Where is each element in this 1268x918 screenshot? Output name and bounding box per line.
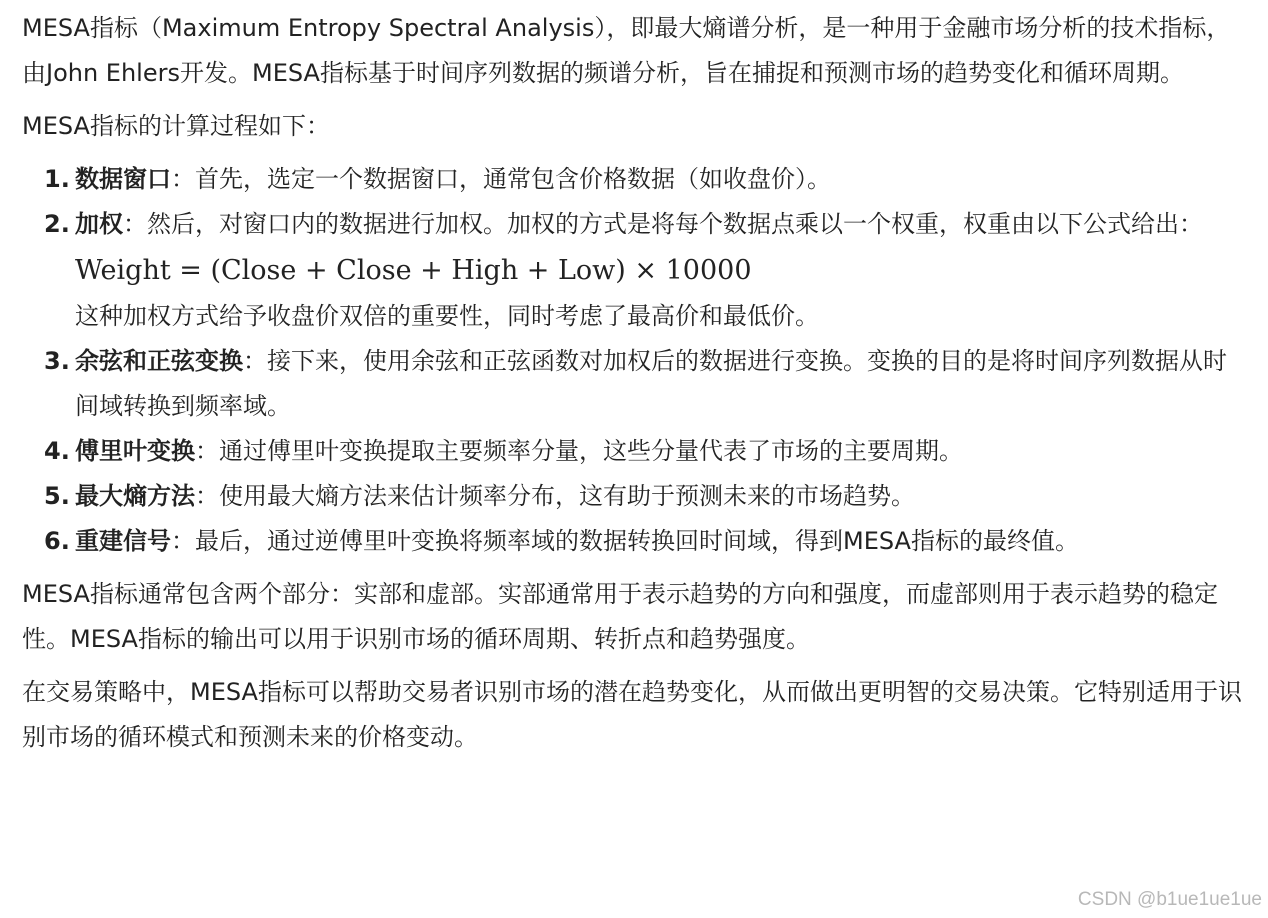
step-item [44, 519, 1248, 564]
step-note: 这种加权方式给予收盘价双倍的重要性，同时考虑了最高价和最低价。 [75, 302, 819, 330]
process-intro-paragraph: MESA指标的计算过程如下： [22, 112, 330, 140]
strategy-paragraph: 在交易策略中，MESA指标可以帮助交易者识别市场的潜在趋势变化，从而做出更明智的交易决策。它特别适用于识别市场的循环模式和预测未来的价格变动。 [22, 678, 1242, 751]
intro-paragraph: MESA指标（Maximum Entropy Spectral Analysis），即最大熵谱分析，是一种用于金融市场分析的技术指标，由John Ehlers开发。MESA指标基于时间序列数据的频谱分析，旨在捕捉和预测市场的趋势变化和循环周期。 [22, 14, 1231, 87]
step-number: 4. [44, 437, 70, 465]
step-item [44, 429, 1248, 474]
step-title: 最大熵方法 [75, 482, 195, 510]
step-number: 5. [44, 482, 70, 510]
step-text: ：然后，对窗口内的数据进行加权。加权的方式是将每个数据点乘以一个权重，权重由以下公式给出： [123, 210, 1203, 238]
step-title: 傅里叶变换 [75, 437, 195, 465]
step-title: 重建信号 [75, 527, 171, 555]
step-item [44, 157, 1248, 202]
step-number: 2. [44, 210, 70, 238]
step-number: 1. [44, 165, 70, 193]
step-text: ：使用最大熵方法来估计频率分布，这有助于预测未来的市场趋势。 [195, 482, 915, 510]
article-body [22, 6, 1248, 768]
step-title: 加权 [75, 210, 123, 238]
step-item [44, 474, 1248, 519]
step-item [44, 202, 1248, 339]
step-number: 6. [44, 527, 70, 555]
weight-formula: Weight = (Close + Close + High + Low) × 10000 [75, 255, 752, 286]
step-text: ：接下来，使用余弦和正弦函数对加权后的数据进行变换。变换的目的是将时间序列数据从时间域转换到频率域。 [75, 347, 1227, 420]
step-title: 余弦和正弦变换 [75, 347, 243, 375]
components-paragraph: MESA指标通常包含两个部分：实部和虚部。实部通常用于表示趋势的方向和强度，而虚部则用于表示趋势的稳定性。MESA指标的输出可以用于识别市场的循环周期、转折点和趋势强度。 [22, 580, 1218, 653]
step-text: ：通过傅里叶变换提取主要频率分量，这些分量代表了市场的主要周期。 [195, 437, 963, 465]
step-item [44, 339, 1248, 429]
step-title: 数据窗口 [75, 165, 171, 193]
step-text: ：最后，通过逆傅里叶变换将频率域的数据转换回时间域，得到MESA指标的最终值。 [171, 527, 1079, 555]
step-text: ：首先，选定一个数据窗口，通常包含价格数据（如收盘价）。 [171, 165, 831, 193]
csdn-watermark: CSDN @b1ue1ue1ue [1077, 889, 1262, 910]
calculation-steps-list [22, 157, 1248, 564]
step-number: 3. [44, 347, 70, 375]
